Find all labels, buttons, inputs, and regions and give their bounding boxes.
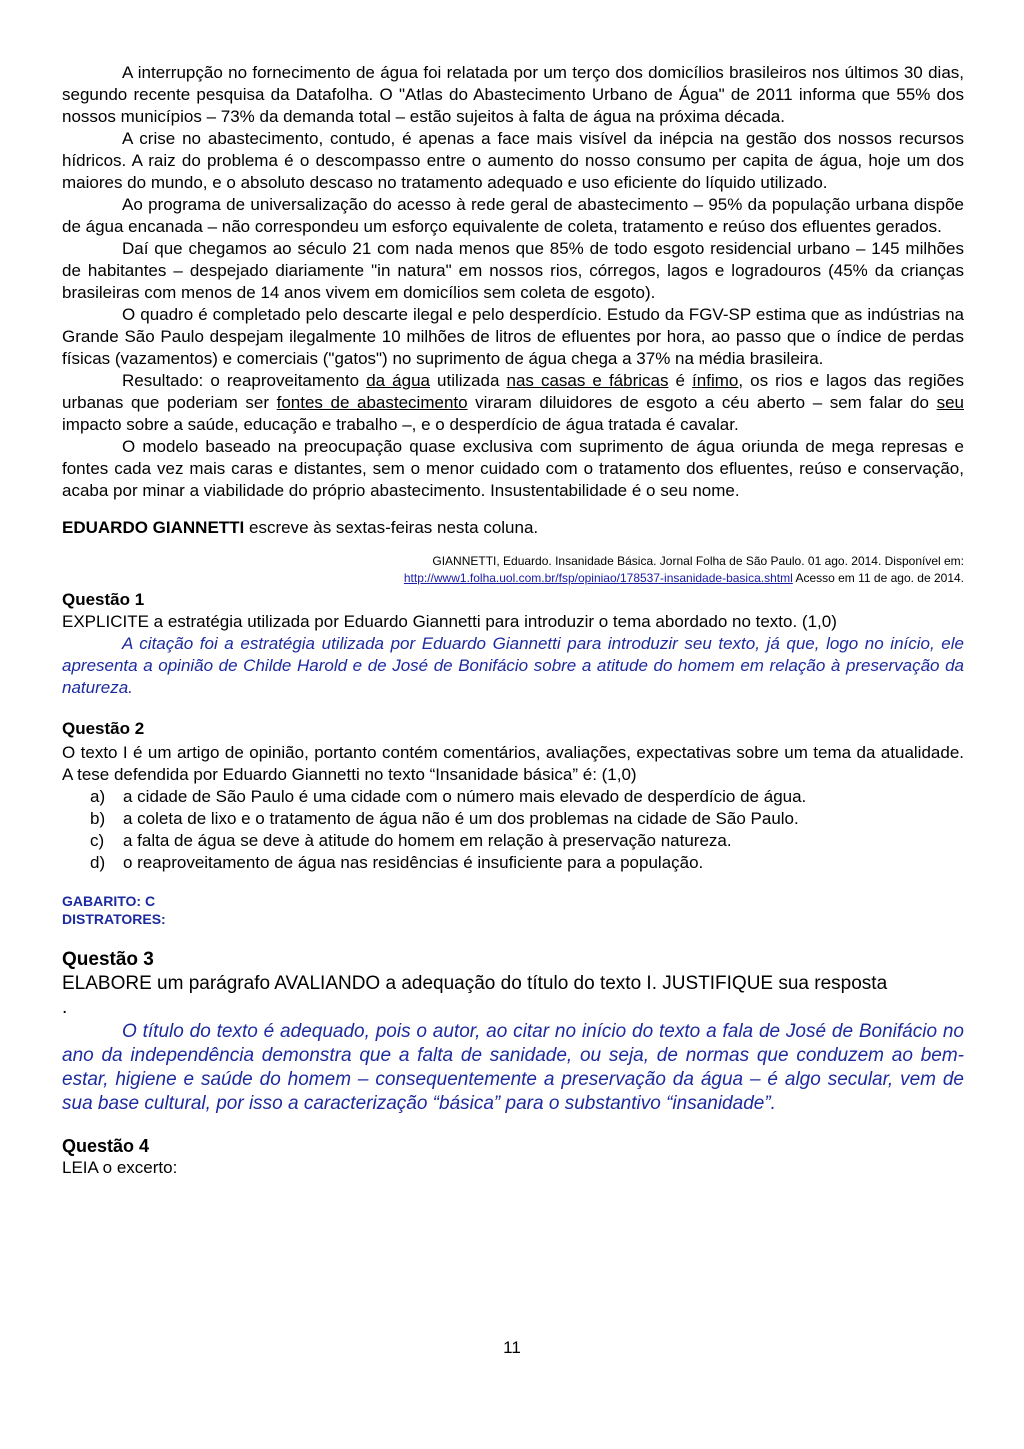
document-page <box>62 62 964 1179</box>
author-note-text: escreve às sextas-feiras nesta coluna. <box>244 518 539 537</box>
question-1 <box>62 589 964 699</box>
author-note <box>62 517 964 539</box>
question-1-title: Questão 1 <box>62 590 145 609</box>
question-2 <box>62 718 964 928</box>
option-letter: b) <box>90 809 106 828</box>
option-a <box>62 786 964 808</box>
question-4-prompt: LEIA o excerto: <box>62 1158 178 1177</box>
text-segment: viraram diluidores de esgoto a céu aberto – sem falar do <box>467 393 937 412</box>
option-text: a cidade de São Paulo é uma cidade com o número mais elevado de desperdício de água. <box>123 787 807 806</box>
option-letter: d) <box>90 853 106 872</box>
question-3-title: Questão 3 <box>62 949 154 970</box>
article-paragraph-6 <box>62 370 964 436</box>
article-paragraph-2: A crise no abastecimento, contudo, é apenas a face mais visível da inépcia na gestão dos nossos recursos hídricos. A raiz do problema é o descompasso entre o aumento do nosso consumo per capita de água, hoje um dos maiores do mundo, e o absoluto descaso no tratamento adequado e uso eficiente do líquido utilizado. <box>62 129 964 192</box>
reference-citation <box>62 553 964 587</box>
option-text: a coleta de lixo e o tratamento de água não é um dos problemas na cidade de São Paulo. <box>123 809 799 828</box>
question-2-prompt: O texto I é um artigo de opinião, portanto contém comentários, avaliações, expectativas sobre um tema da atualidade. A tese defendida por Eduardo Giannetti no texto “Insanidade básica” é: (1,0) <box>62 743 964 784</box>
question-4 <box>62 1135 964 1179</box>
underlined-phrase: seu <box>936 393 964 412</box>
article-paragraph-4: Daí que chegamos ao século 21 com nada menos que 85% de todo esgoto residencial urbano – 145 milhões de habitantes – despejado diariamente "in natura" em nossos rios, córregos, lagos e logradouros (45% da crianças brasileiras com menos de 14 anos vivem em domicílios sem coleta de esgoto). <box>62 239 964 302</box>
reference-link[interactable]: http://www1.folha.uol.com.br/fsp/opiniao/178537-insanidade-basica.shtml <box>403 571 793 585</box>
underlined-phrase: fontes de abastecimento <box>276 393 468 412</box>
article-paragraph-5: O quadro é completado pelo descarte ilegal e pelo desperdício. Estudo da FGV-SP estima que as indústrias na Grande São Paulo despejam ilegalmente 10 milhões de litros de efluentes por hora, ao passo que o índice de perdas físicas (vazamentos) e comerciais ("gatos") no suprimento de água chega a 37% na média brasileira. <box>62 305 964 368</box>
option-d <box>62 852 964 874</box>
question-2-title: Questão 2 <box>62 719 145 738</box>
question-1-prompt: EXPLICITE a estratégia utilizada por Eduardo Giannetti para introduzir o tema abordado no texto. (1,0) <box>62 612 837 631</box>
option-letter: c) <box>90 831 105 850</box>
reference-line: GIANNETTI, Eduardo. Insanidade Básica. Jornal Folha de São Paulo. 01 ago. 2014. Disponível em: <box>432 554 964 568</box>
article-paragraph-3: Ao programa de universalização do acesso à rede geral de abastecimento – 95% da população urbana dispõe de água encanada – não correspondeu um esforço equivalente de coleta, tratamento e reúso dos efluentes gerados. <box>62 195 964 236</box>
article-paragraph-1: A interrupção no fornecimento de água foi relatada por um terço dos domicílios brasileiros nos últimos 30 dias, segundo recente pesquisa da Datafolha. O "Atlas do Abastecimento Urbano de Água" de 2011 informa que 55% dos nossos municípios – 73% da demanda total – estão sujeitos à falta de água na próxima década. <box>62 63 964 126</box>
text-segment: Resultado: o reaproveitamento <box>122 371 367 390</box>
reference-link-line <box>62 570 964 587</box>
option-letter: a) <box>90 787 106 806</box>
question-3-answer: O título do texto é adequado, pois o autor, ao citar no início do texto a fala de José de Bonifácio no ano da independência demonstra que a falta de sanidade, ou seja, de normas que conduzem ao bem-estar, higiene e saúde do homem – consequentemente a preservação da água – é algo secular, vem de sua base cultural, por isso a caracterização “básica” para o substantivo “insanidade”. <box>62 1021 964 1114</box>
answer-key: GABARITO: C <box>62 893 156 909</box>
question-4-title: Questão 4 <box>62 1136 150 1156</box>
author-name: EDUARDO GIANNETTI <box>62 518 245 537</box>
option-text: o reaproveitamento de água nas residências é insuficiente para a população. <box>123 853 704 872</box>
text-segment: utilizada <box>430 371 507 390</box>
question-3-prompt: ELABORE um parágrafo AVALIANDO a adequação do título do texto I. JUSTIFIQUE sua resposta . <box>62 973 888 1018</box>
question-1-answer: A citação foi a estratégia utilizada por Eduardo Giannetti para introduzir seu texto, já que, logo no início, ele apresenta a opinião de Childe Harold e de José de Bonifácio sobre a atitude do homem em relação à preservação da natureza. <box>62 634 964 697</box>
article-paragraph-7: O modelo baseado na preocupação quase exclusiva com suprimento de água oriunda de mega represas e fontes cada vez mais caras e distantes, sem o menor cuidado com o tratamento dos efluentes, reúso e conservação, acaba por minar a viabilidade do próprio abastecimento. Insustentabilidade é o seu nome. <box>62 437 964 500</box>
question-3 <box>62 948 964 1116</box>
option-text: a falta de água se deve à atitude do homem em relação à preservação natureza. <box>123 831 732 850</box>
option-c <box>62 830 964 852</box>
text-segment: , os rios e lagos das regiões urbanas que poderiam ser <box>62 371 965 412</box>
underlined-phrase: nas casas e fábricas <box>506 371 669 390</box>
question-2-options <box>62 786 964 874</box>
distractors-label: DISTRATORES: <box>62 911 166 927</box>
reference-access-date: Acesso em 11 de ago. de 2014. <box>792 571 964 585</box>
text-segment: impacto sobre a saúde, educação e trabalho –, e o desperdício de água tratada é cavalar. <box>62 415 739 434</box>
text-segment: é <box>668 371 693 390</box>
underlined-phrase: ínfimo <box>692 371 739 390</box>
option-b <box>62 808 964 830</box>
underlined-phrase: da água <box>366 371 430 390</box>
page-number: 11 <box>503 1338 521 1357</box>
